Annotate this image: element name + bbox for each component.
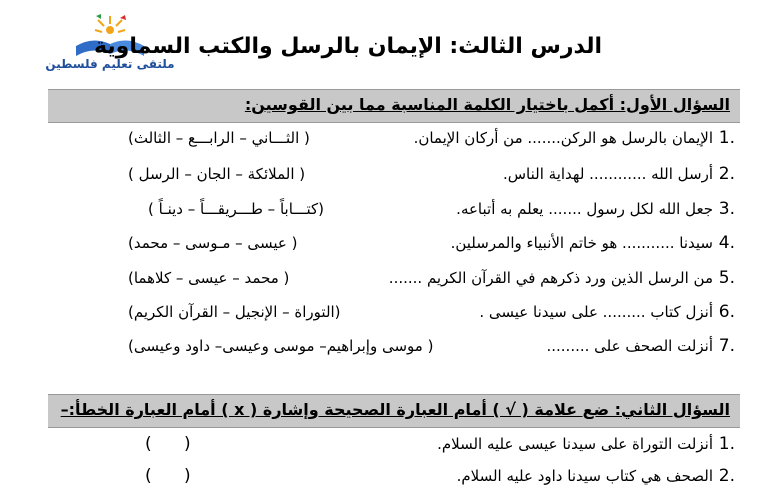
question-text: أرسل الله ............ لهداية الناس.: [502, 165, 713, 183]
question-options: ( عيسى – مـوسى – محمد): [128, 234, 298, 252]
question-text: أنزلت الصحف على .........: [546, 337, 713, 355]
question-options: ( الملائكة – الجان – الرسل ): [128, 165, 306, 183]
question-number: 2.: [718, 466, 735, 486]
question-row: [100, 164, 735, 188]
question-text: جعل الله لكل رسول ....... يعلم به أتباعه.: [456, 200, 713, 218]
answer-blank[interactable]: ( ): [145, 466, 191, 486]
question-row: [100, 302, 735, 326]
question-text: أنزلت التوراة على سيدنا عيسى عليه السلام.: [437, 435, 713, 453]
question-row: [100, 128, 735, 152]
question-number: 1.: [718, 128, 735, 148]
question-options: (التوراة – الإنجيل – القرآن الكريم): [128, 303, 341, 321]
question-text: الإيمان بالرسل هو الركن....... من أركان الإيمان.: [413, 129, 713, 147]
question-row: [100, 199, 735, 223]
true-false-row: [100, 434, 735, 458]
question-options: (كتـــاباً – طـــريقـــاً – دينـاً ): [148, 200, 324, 218]
question-row: [100, 233, 735, 257]
question-text: أنزل كتاب ......... على سيدنا عيسى .: [479, 303, 713, 321]
question-number: 7.: [718, 336, 735, 356]
lesson-title: الدرس الثالث: الإيمان بالرسل والكتب السماوية: [94, 34, 602, 59]
question-text: من الرسل الذين ورد ذكرهم في القرآن الكريم .......: [388, 269, 713, 287]
question-text: الصحف هي كتاب سيدنا داود عليه السلام.: [456, 467, 713, 485]
question-options: ( موسى وإبراهيم– موسى وعيسى– داود وعيسى): [128, 337, 434, 355]
section2-heading: السؤال الثاني: ضع علامة ( √ ) أمام العبارة الصحيحة وإشارة ( x ) أمام العبارة الخطأ:–: [60, 400, 730, 419]
question-number: 4.: [718, 233, 735, 253]
true-false-row: [100, 466, 735, 490]
question-row: [100, 336, 735, 360]
section1-heading: السؤال الأول: أكمل باختيار الكلمة المناسبة مما بين القوسين:: [244, 95, 730, 114]
question-text: سيدنا ........... هو خاتم الأنبياء والمرسلين.: [450, 234, 713, 252]
answer-blank[interactable]: ( ): [145, 434, 191, 454]
question-row: [100, 268, 735, 292]
question-number: 3.: [718, 199, 735, 219]
question-number: 6.: [718, 302, 735, 322]
logo-caption: ملتقى تعليم فلسطين: [45, 57, 175, 71]
question-number: 5.: [718, 268, 735, 288]
question-number: 1.: [718, 434, 735, 454]
question-number: 2.: [718, 164, 735, 184]
question-options: ( الثـــاني – الرابـــع – الثالث): [128, 129, 310, 147]
question-options: ( محمد – عيسى – كلاهما): [128, 269, 290, 287]
